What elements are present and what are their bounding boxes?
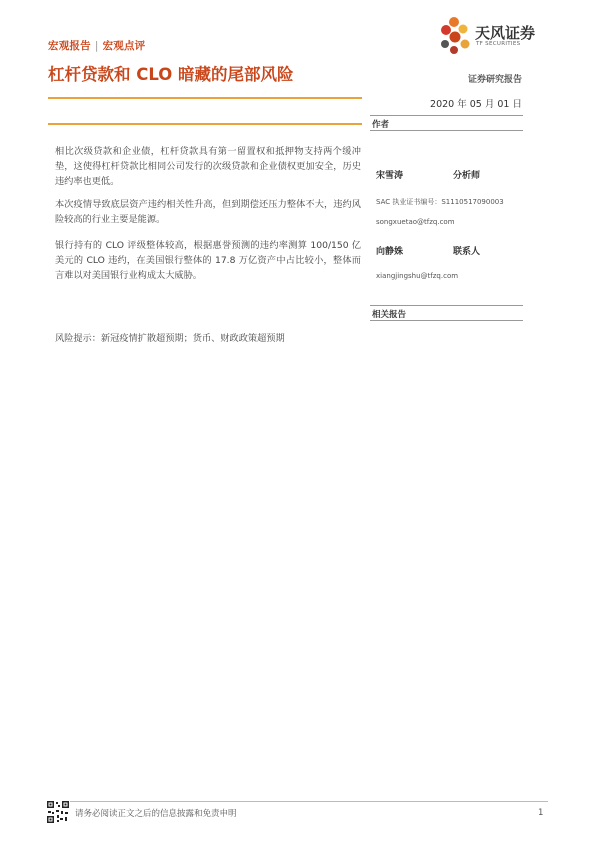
related-top-rule [370, 305, 523, 306]
report-date: 2020 年 05 月 01 日 [430, 99, 522, 110]
analyst-name: 宋雪涛 [376, 171, 404, 181]
disclaimer-text: 请务必阅读正文之后的信息披露和免责申明 [75, 809, 237, 819]
footer-rule [48, 801, 548, 802]
logo-name: 天风证券 [475, 24, 536, 42]
authors-rule [370, 130, 523, 131]
related-rule [370, 320, 523, 321]
risk-note: 风险提示：新冠疫情扩散超预期；货币、财政政策超预期 [55, 333, 285, 344]
analyst-email[interactable]: xiangjingshu@tfzq.com [376, 272, 459, 280]
authors-heading: 作者 [372, 120, 390, 130]
qr-code-icon [46, 800, 70, 824]
body-top-rule [48, 123, 362, 125]
related-reports-heading: 相关报告 [372, 310, 407, 320]
category-label: 宏观报告 [48, 40, 91, 52]
subcategory-label: 宏观点评 [102, 40, 146, 52]
analyst-role: 联系人 [453, 247, 481, 257]
summary-paragraph: 本次疫情导致底层资产违约相关性升高，但到期偿还压力整体不大，违约风险较高的行业主要是能源。 [55, 199, 361, 225]
report-type-label: 证券研究报告 [467, 75, 522, 85]
breadcrumb-separator: | [94, 40, 99, 52]
summary-paragraph: 相比次级贷款和企业债，杠杆贷款具有第一留置权和抵押物支持两个缓冲垫，这使得杠杆贷款比相同公司发行的次级贷款和企业债权更加安全，历史违约率也更低。 [55, 146, 361, 187]
logo-name-en: TF SECURITIES [476, 41, 521, 47]
summary-paragraph: 银行持有的 CLO 评级整体较高，根据惠誉预测的违约率测算 100/150 亿美元的 CLO 违约，在美国银行整体的 17.8 万亿资产中占比较小，整体而言难以对美国银行业构成太大威胁。 [55, 240, 361, 281]
analyst-license: SAC 执业证书编号：S1110517090003 [376, 198, 504, 206]
page-number: 1 [538, 808, 544, 818]
breadcrumb [48, 38, 145, 53]
page-title: 杠杆贷款和 CLO 暗藏的尾部风险 [48, 65, 294, 84]
title-rule [48, 97, 362, 99]
analyst-name: 向静姝 [376, 247, 404, 257]
analyst-role: 分析师 [453, 171, 481, 181]
analyst-email[interactable]: songxuetao@tfzq.com [376, 218, 455, 226]
sidebar-top-rule [370, 115, 523, 116]
